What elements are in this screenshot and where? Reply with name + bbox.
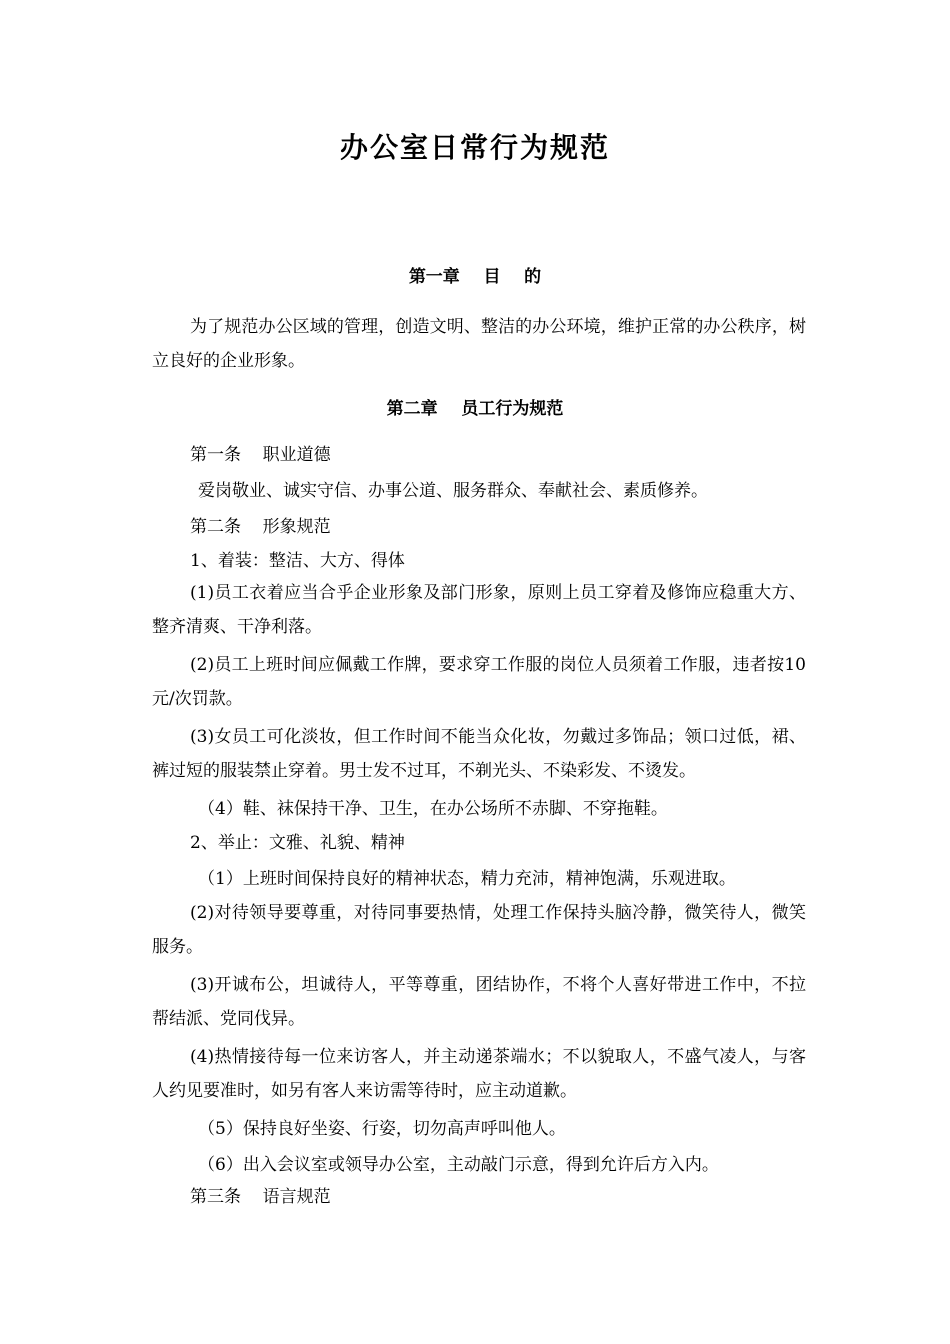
- chapter-1-heading: 第一章 目 的: [408, 267, 542, 287]
- attire-item-2: (2)员工上班时间应佩戴工作牌，要求穿工作服的岗位人员须着工作服，违者按10元/次罚款。: [152, 655, 806, 709]
- attire-item-3: (3)女员工可化淡妆，但工作时间不能当众化妆，勿戴过多饰品；领口过低，裙、裤过短的服装禁止穿着。男士发不过耳，不剃光头、不染彩发、不烫发。: [152, 727, 806, 781]
- conduct-item-5: （5）保持良好坐姿、行姿，切勿高声呼叫他人。: [198, 1119, 566, 1139]
- attire-item-1: (1)员工衣着应当合乎企业形象及部门形象，原则上员工穿着及修饰应稳重大方、整齐清爽、干净利落。: [152, 583, 806, 637]
- conduct-item-1: （1）上班时间保持良好的精神状态，精力充沛，精神饱满，乐观进取。: [198, 869, 736, 889]
- attire-item-4: （4）鞋、袜保持干净、卫生，在办公场所不赤脚、不穿拖鞋。: [198, 799, 668, 819]
- article-1-heading: 第一条 职业道德: [190, 445, 331, 465]
- article-3-heading: 第三条 语言规范: [190, 1187, 331, 1207]
- conduct-item-4: (4)热情接待每一位来访客人，并主动递茶端水；不以貌取人，不盛气凌人，与客人约见要准时，如另有客人来访需等待时，应主动道歉。: [152, 1047, 806, 1101]
- purpose-paragraph: 为了规范办公区域的管理，创造文明、整洁的办公环境，维护正常的办公秩序，树立良好的企业形象。: [152, 317, 806, 371]
- conduct-item-2: (2)对待领导要尊重，对待同事要热情，处理工作保持头脑冷静，微笑待人，微笑服务。: [152, 903, 806, 957]
- article-2-heading: 第二条 形象规范: [190, 517, 331, 537]
- conduct-heading: 2、举止：文雅、礼貌、精神: [190, 833, 405, 853]
- document-title: 办公室日常行为规范: [339, 131, 610, 164]
- conduct-item-3: (3)开诚布公，坦诚待人，平等尊重，团结协作，不将个人喜好带进工作中，不拉帮结派、党同伐异。: [152, 975, 806, 1029]
- article-1-text: 爱岗敬业、诚实守信、办事公道、服务群众、奉献社会、素质修养。: [198, 481, 708, 501]
- attire-heading: 1、着装：整洁、大方、得体: [190, 551, 405, 571]
- chapter-2-heading: 第二章 员工行为规范: [386, 399, 564, 419]
- conduct-item-6: （6）出入会议室或领导办公室，主动敲门示意，得到允许后方入内。: [198, 1155, 719, 1175]
